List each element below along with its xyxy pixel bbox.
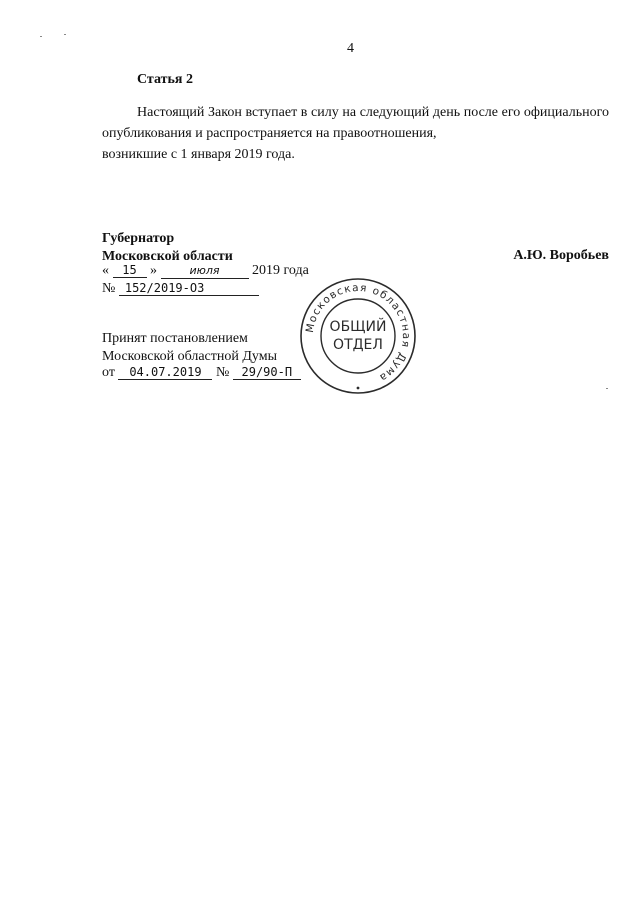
resolution-line	[102, 365, 301, 381]
resolution-number-sign: №	[215, 365, 230, 380]
scan-speck	[64, 34, 66, 35]
official-stamp	[298, 277, 418, 395]
stamp-dot	[357, 387, 360, 390]
resolution-number: 29/90-П	[233, 365, 301, 380]
law-number: 152/2019-ОЗ	[119, 281, 259, 296]
signing-year: 2019 года	[252, 263, 309, 278]
scan-speck	[606, 388, 608, 389]
acceptance-line-1: Принят постановлением	[102, 331, 248, 346]
stamp-center-line-1: ОБЩИЙ	[329, 319, 387, 335]
stamp-center-line-2: ОТДЕЛ	[333, 337, 383, 353]
page-number: 4	[347, 41, 354, 56]
article-body	[102, 102, 609, 165]
region-title: Московской области	[102, 249, 233, 264]
quote-open: «	[102, 263, 109, 278]
stamp-ring-text: Московская областная Дума	[303, 281, 413, 385]
article-text-last: возникшие с 1 января 2019 года.	[102, 147, 295, 162]
signing-date-line	[102, 263, 309, 279]
acceptance-line-2: Московской областной Думы	[102, 349, 277, 364]
article-heading: Статья 2	[137, 72, 193, 87]
signer-name: А.Ю. Воробьев	[513, 248, 609, 263]
signing-day: 15	[113, 263, 147, 278]
acceptance-block	[102, 330, 277, 366]
resolution-date: 04.07.2019	[118, 365, 212, 380]
scan-speck	[40, 36, 42, 37]
quote-close: »	[150, 263, 157, 278]
signature-title	[102, 230, 233, 266]
number-sign: №	[102, 281, 116, 296]
article-text-main: Настоящий Закон вступает в силу на следующий день после его официального опубликования и распространяется на правоотношения,	[102, 105, 609, 141]
article-paragraph	[102, 102, 609, 165]
from-label: от	[102, 365, 115, 380]
governor-title: Губернатор	[102, 231, 175, 246]
signing-month: июля	[161, 264, 249, 279]
law-number-line	[102, 281, 259, 297]
